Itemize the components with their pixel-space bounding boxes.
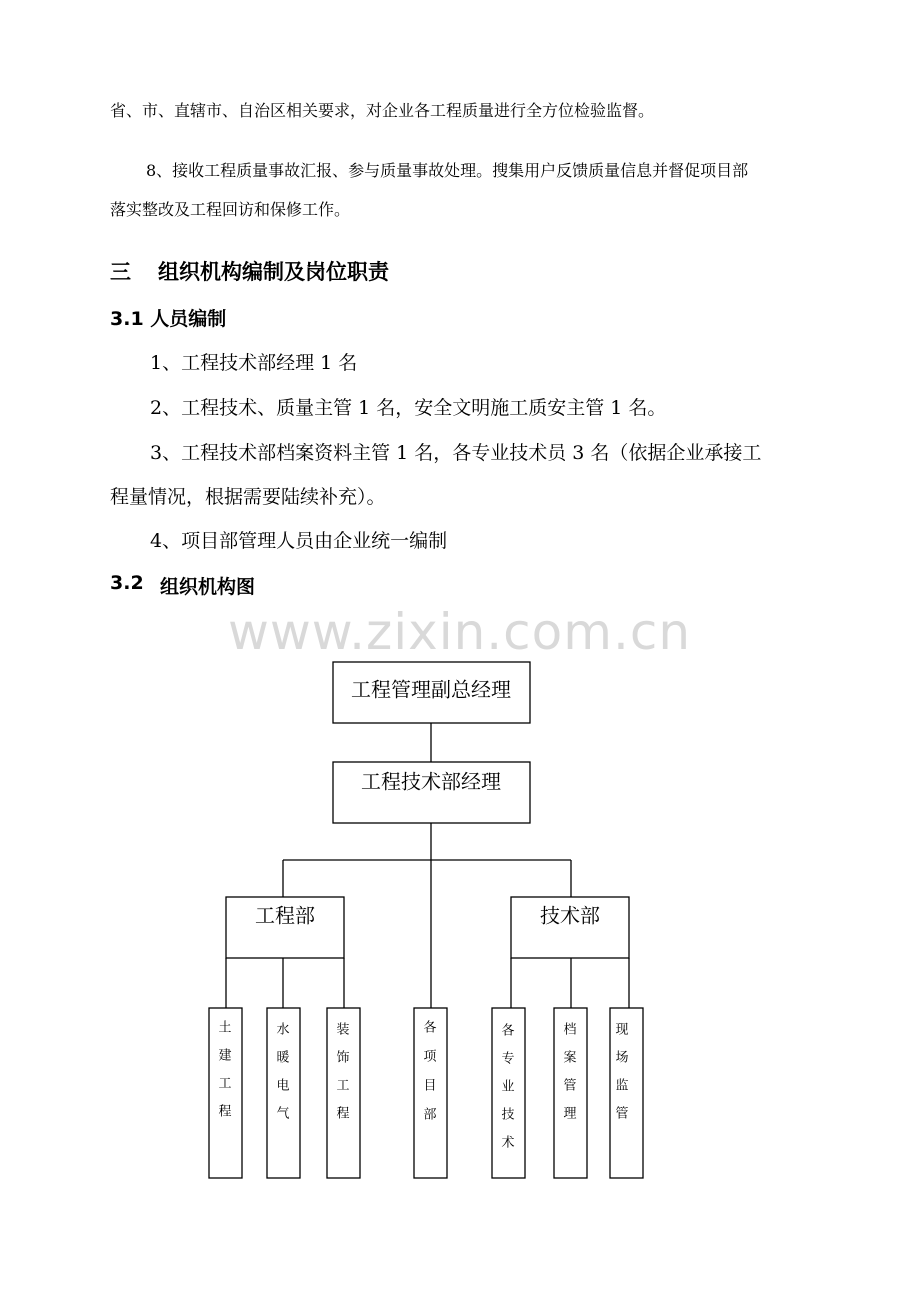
staffing-item-1: 1、工程技术部经理 1 名 [150, 352, 358, 374]
paragraph-line: 省、市、直辖市、自治区相关要求，对企业各工程质量进行全方位检验监督。 [110, 101, 655, 120]
org-leaf-char: 现 [615, 1022, 629, 1038]
org-leaf-char: 工 [336, 1078, 350, 1094]
org-second-label: 工程技术部经理 [361, 769, 501, 794]
org-leaf-char: 水 [276, 1022, 290, 1038]
org-leaf-char: 建 [218, 1048, 232, 1064]
org-leaf-char: 理 [563, 1106, 577, 1122]
org-leaf-char: 工 [218, 1076, 232, 1092]
org-right-dept-label: 技术部 [540, 903, 600, 928]
org-leaf-char: 案 [563, 1050, 577, 1066]
org-leaf-char: 各 [423, 1020, 437, 1036]
org-leaf-char: 部 [423, 1107, 437, 1123]
org-leaf-char: 程 [218, 1104, 232, 1120]
section-number: 三 [110, 260, 131, 284]
org-leaf-char: 专 [501, 1051, 515, 1067]
org-leaf-char: 各 [501, 1023, 515, 1039]
section-title: 组织机构编制及岗位职责 [158, 260, 389, 284]
org-leaf-char: 气 [276, 1106, 290, 1122]
org-leaf-char: 程 [336, 1106, 350, 1122]
org-leaf-char: 管 [615, 1106, 629, 1122]
staffing-item-4: 4、项目部管理人员由企业统一编制 [150, 530, 448, 552]
staffing-item-3-cont: 程量情况，根据需要陆续补充）。 [110, 486, 386, 508]
subsection-heading: 3.1 人员编制 [110, 308, 227, 330]
org-leaf-char: 档 [563, 1022, 577, 1038]
org-top-label: 工程管理副总经理 [351, 677, 511, 702]
org-leaf-char: 饰 [336, 1050, 350, 1066]
org-leaf-char: 暖 [276, 1050, 290, 1066]
org-leaf-char: 术 [501, 1135, 515, 1151]
paragraph-item-8-cont: 落实整改及工程回访和保修工作。 [110, 200, 351, 219]
org-left-dept-label: 工程部 [255, 903, 315, 928]
org-leaf-char: 土 [218, 1020, 232, 1036]
org-leaf-char: 电 [276, 1078, 290, 1094]
org-chart-heading-title: 组织机构图 [160, 576, 256, 598]
org-leaf-char: 项 [423, 1049, 437, 1065]
staffing-item-2: 2、工程技术、质量主管 1 名，安全文明施工质安主管 1 名。 [150, 397, 667, 419]
org-leaf-char: 技 [501, 1107, 515, 1123]
org-leaf-char: 监 [615, 1078, 629, 1094]
staffing-item-3: 3、工程技术部档案资料主管 1 名，各专业技术员 3 名（依据企业承接工 [150, 442, 762, 464]
org-chart-heading-number: 3.2 [110, 572, 144, 594]
org-leaf-char: 管 [563, 1078, 577, 1094]
org-leaf-char: 目 [423, 1078, 437, 1094]
paragraph-item-8: 8、接收工程质量事故汇报、参与质量事故处理。搜集用户反馈质量信息并督促项目部 [146, 161, 749, 180]
org-leaf-char: 场 [615, 1050, 629, 1066]
org-leaf-char: 业 [501, 1079, 515, 1095]
org-leaf-char: 装 [336, 1022, 350, 1038]
watermark: www.zixin.com.cn [228, 603, 692, 661]
